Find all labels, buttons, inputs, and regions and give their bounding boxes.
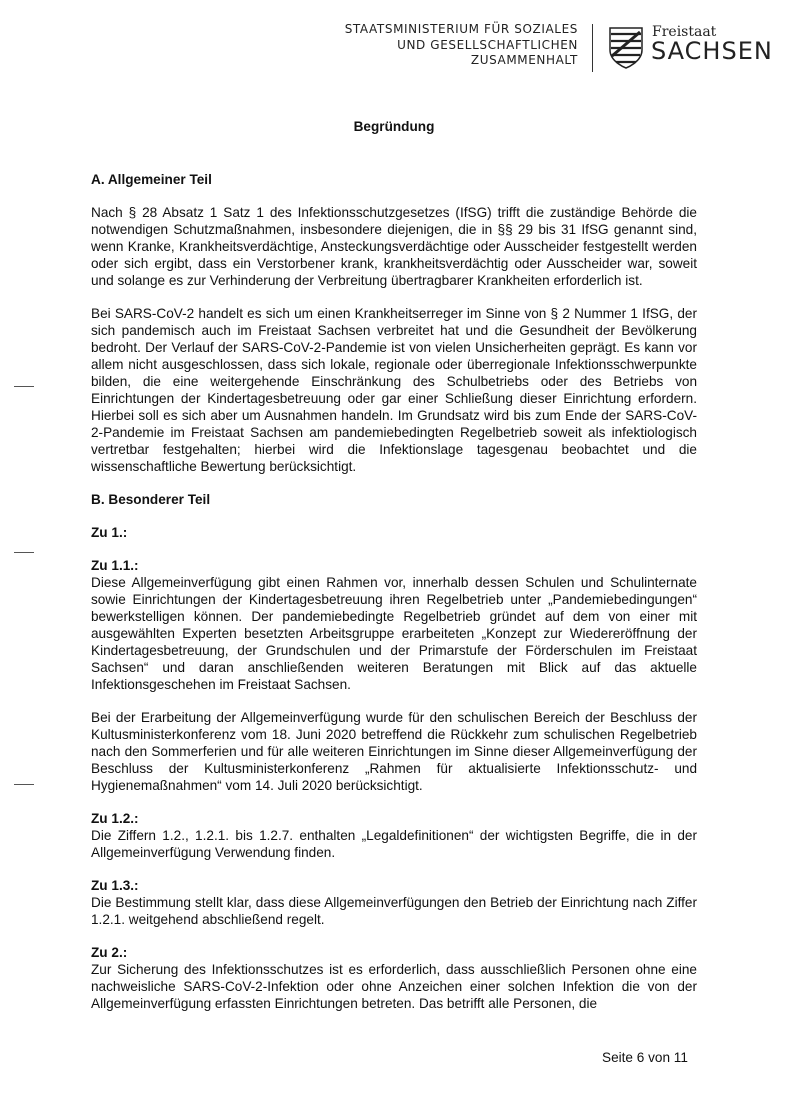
logo-sachsen: SACHSEN <box>651 37 773 65</box>
ministry-name <box>345 22 578 69</box>
section-b-heading: B. Besonderer Teil <box>91 492 211 507</box>
section-a-heading: A. Allgemeiner Teil <box>91 172 212 187</box>
subsection-heading: Zu 1.3.: <box>91 878 139 893</box>
ministry-line-1: STAATSMINISTERIUM FÜR SOZIALES <box>344 22 578 36</box>
subsection-heading: Zu 1.1.: <box>91 558 139 573</box>
subsection-heading: Zu 1.2.: <box>91 811 139 826</box>
page-number: Seite 6 von 11 <box>602 1050 688 1065</box>
paragraph: Zur Sicherung des Infektionsschutzes ist es erforderlich, dass ausschließlich Personen ohne eine nachweisliche SARS-CoV-2-Infektion oder ohne Anzeichen einer solchen Infektion die von der Allgemeinverfügung erfassten Einrichtungen betreten. Das betrifft alle Personen, die <box>91 962 697 1011</box>
logo-freistaat: Freistaat <box>652 24 717 40</box>
paragraph: Die Bestimmung stellt klar, dass diese Allgemeinverfügungen den Betrieb der Einrichtung nach Ziffer 1.2.1. weitgehend abschließend regelt. <box>91 895 697 927</box>
ministry-line-3: ZUSAMMENHALT <box>470 53 578 67</box>
letterhead-divider <box>592 24 593 72</box>
paragraph: Nach § 28 Absatz 1 Satz 1 des Infektionsschutzgesetzes (IfSG) trifft die zuständige Behörde die notwendigen Schutzmaßnahmen, insbesondere diejenigen, die in §§ 29 bis 31 IfSG genannt sind, wenn Kranke, Krankheitsverdächtige, Ansteckungsverdächtige oder Ausscheider festgestellt werden oder sich ergibt, dass ein Verstorbener krank, krankheitsverdächtig oder Ausscheider war, soweit und solange es zur Verhinderung der Verbreitung übertragbarer Krankheiten erforderlich ist. <box>91 205 697 288</box>
margin-mark <box>14 386 34 387</box>
document-body <box>91 118 697 1028</box>
margin-mark <box>14 552 34 553</box>
paragraph: Diese Allgemeinverfügung gibt einen Rahmen vor, innerhalb dessen Schulen und Schulinternate sowie Einrichtungen der Kindertagesbetreuung ihren Regelbetrieb unter „Pandemiebedingungen“ bewerkstelligen können. Der pandemiebedingte Regelbetrieb gründet auf dem von einer mit ausgewählten Experten besetzten Arbeitsgruppe erarbeiteten „Konzept zur Wiedereröffnung der Kindertagesbetreuung, der Grundschulen und der Primarstufe der Förderschulen im Freistaat Sachsen“ und daran anschließenden weiteren Beratungen mit Blick auf das aktuelle Infektionsgeschehen im Freistaat Sachsen. <box>91 575 697 692</box>
document-title: Begründung <box>353 119 435 134</box>
margin-mark <box>14 784 34 785</box>
paragraph: Bei SARS-CoV-2 handelt es sich um einen Krankheitserreger im Sinne von § 2 Nummer 1 IfSG, der sich pandemisch auch im Freistaat Sachsen verbreitet hat und die Gesundheit der Bevölkerung bedroht. Der Verlauf der SARS-CoV-2-Pandemie ist von vielen Unsicherheiten geprägt. Es kann vor allem nicht ausgeschlossen, dass sich lokale, regionale oder überregionale Infektionsschwerpunkte bilden, die eine weitergehende Einschränkung des Schulbetriebs oder des Betriebs von Einrichtungen der Kindertagesbetreuung oder gar einer Schließung dieser Einrichtung erfordern. Hierbei soll es sich aber um Ausnahmen handeln. Im Grundsatz wird bis zum Ende der SARS-CoV-2-Pandemie im Freistaat Sachsen am pandemiebedingten Regelbetrieb soweit als infektiologisch vertretbar festgehalten; hierbei wird die Infektionslage tagesgenau beobachtet und die wissenschaftliche Bewertung berücksichtigt. <box>91 306 697 474</box>
subsection-heading: Zu 2.: <box>91 945 128 960</box>
paragraph: Bei der Erarbeitung der Allgemeinverfügung wurde für den schulischen Bereich der Beschluss der Kultusministerkonferenz vom 18. Juni 2020 betreffend die Rückkehr zum schulischen Regelbetrieb nach den Sommerferien und für alle weiteren Einrichtungen im Sinne dieser Allgemeinverfügung der Beschluss der Kultusministerkonferenz „Rahmen für aktualisierte Infektionsschutz- und Hygienemaßnahmen“ vom 14. Juli 2020 berücksichtigt. <box>91 710 697 793</box>
letterhead <box>344 22 773 74</box>
saxony-crest-icon <box>608 26 644 70</box>
paragraph: Die Ziffern 1.2., 1.2.1. bis 1.2.7. enthalten „Legaldefinitionen“ der wichtigsten Begriffe, die in der Allgemeinverfügung Verwendung finden. <box>91 828 697 860</box>
subsection-heading: Zu 1.: <box>91 525 128 540</box>
ministry-line-2: UND GESELLSCHAFTLICHEN <box>397 37 578 52</box>
